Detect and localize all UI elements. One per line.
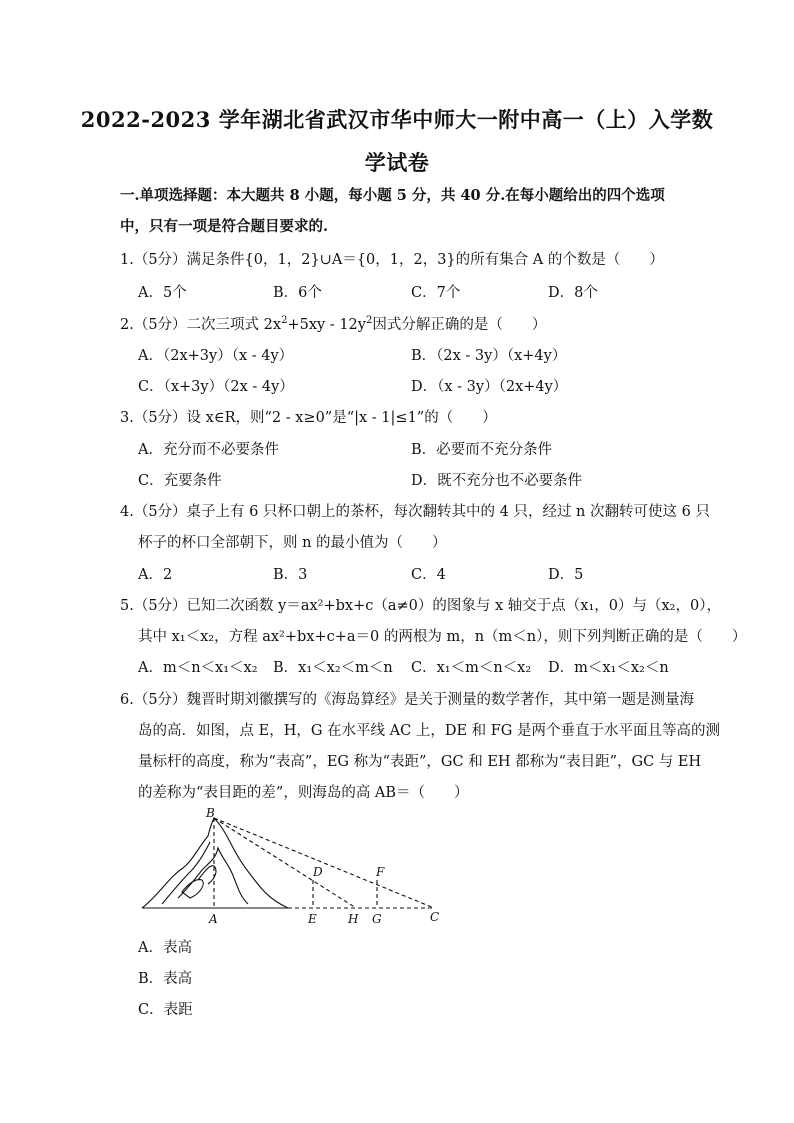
question-6-option-b: B．表高	[138, 971, 193, 987]
question-3-option-c: C．充要条件	[138, 473, 222, 489]
paper-title-line2: 学试卷	[364, 150, 430, 175]
question-4-stem-line1: 4.（5分）桌子上有 6 只杯口朝上的茶杯，每次翻转其中的 4 只，经过 n 次翻转可使这 6 只	[120, 504, 710, 520]
line-bh	[214, 818, 356, 908]
question-1-option-d: D．8个	[548, 285, 598, 301]
question-2-stem-part3: 因式分解正确的是（ ）	[372, 317, 547, 333]
question-2-sup2: 2	[365, 315, 373, 327]
question-4-option-b: B．3	[273, 567, 308, 583]
question-1-option-a: A．5个	[138, 285, 187, 301]
question-3-stem: 3.（5分）设 x∈R，则“2 - x≥0”是“|x - 1|≤1”的（ ）	[120, 410, 497, 426]
question-2-stem-part2: +5xy - 12y	[287, 317, 366, 333]
question-3-option-a: A．充分而不必要条件	[138, 442, 279, 458]
label-d: D	[313, 865, 323, 879]
paper-title-line1: 2022-2023 学年湖北省武汉市华中师大一附中高一（上）入学数	[80, 107, 714, 132]
question-5-option-c: C．x₁＜m＜n＜x₂	[411, 660, 532, 676]
island-outline-inner4	[198, 866, 216, 884]
question-6-option-a: A．表高	[138, 940, 192, 956]
question-6-stem-line1: 6.（5分）魏晋时期刘徽撰写的《海岛算经》是关于测量的数学著作，其中第一题是测量海	[120, 692, 695, 708]
section-heading: 一.单项选择题：本大题共 8 小题，每小题 5 分，共 40 分.在每小题给出的四个选项中，只有一项是符合题目要求的.	[120, 187, 665, 235]
question-5-option-b: B．x₁＜x₂＜m＜n	[273, 660, 393, 676]
label-c: C	[430, 910, 440, 924]
question-5-stem-line1: 5.（5分）已知二次函数 y＝ax²+bx+c（a≠0）的图象与 x 轴交于点（x₁，0）与（x₂，0），	[120, 598, 721, 614]
question-6-stem-line2: 岛的高．如图，点 E，H，G 在水平线 AC 上，DE 和 FG 是两个垂直于水平面且等高的测	[138, 723, 720, 739]
question-1-stem: 1.（5分）满足条件{0，1，2}∪A＝{0，1，2，3}的所有集合 A 的个数是（ ）	[120, 252, 664, 268]
label-a: A	[209, 912, 218, 926]
question-2-stem-part1: 2.（5分）二次三项式 2x	[120, 317, 282, 333]
question-2-option-b: B．（2x - 3y）（x+4y）	[411, 348, 567, 364]
question-2-option-c: C．（x+3y）（2x - 4y）	[138, 379, 294, 395]
question-2-option-a: A．（2x+3y）（x - 4y）	[138, 348, 294, 364]
island-outline-outer	[142, 818, 288, 908]
label-b: B	[206, 808, 215, 820]
question-3-option-d: D．既不充分也不必要条件	[411, 473, 583, 489]
line-bc	[214, 818, 434, 908]
label-g: G	[372, 912, 382, 926]
question-1-option-c: C．7个	[411, 285, 461, 301]
question-4-option-c: C．4	[411, 567, 446, 583]
question-5-stem-line2: 其中 x₁＜x₂，方程 ax²+bx+c+a＝0 的两根为 m，n（m＜n），则下列判断正确的是（ ）	[138, 629, 747, 645]
label-f: F	[376, 865, 385, 879]
label-h: H	[348, 912, 359, 926]
question-2-option-d: D．（x - 3y）（2x+4y）	[411, 379, 568, 395]
question-3-option-b: B．必要而不充分条件	[411, 442, 553, 458]
question-6-stem-line4: 的差称为“表目距的差”，则海岛的高 AB＝（ ）	[138, 785, 469, 801]
question-4-option-a: A．2	[138, 567, 173, 583]
question-5-option-d: D．m＜x₁＜x₂＜n	[548, 660, 669, 676]
question-2-sup1: 2	[281, 315, 288, 327]
question-6-stem-line3: 量标杆的高度，称为“表高”，EG 称为“表距”，GC 和 EH 都称为“表目距”，GC 与 EH	[138, 754, 702, 770]
question-6-option-c: C．表距	[138, 1002, 193, 1018]
island-figure	[138, 808, 458, 928]
question-2-stem	[120, 313, 546, 334]
question-4-option-d: D．5	[548, 567, 584, 583]
label-e: E	[308, 912, 317, 926]
question-4-stem-line2: 杯子的杯口全部朝下，则 n 的最小值为（ ）	[138, 535, 447, 551]
question-5-option-a: A．m＜n＜x₁＜x₂	[138, 660, 258, 676]
question-1-option-b: B．6个	[273, 285, 322, 301]
island-outline-inner3	[182, 880, 203, 898]
